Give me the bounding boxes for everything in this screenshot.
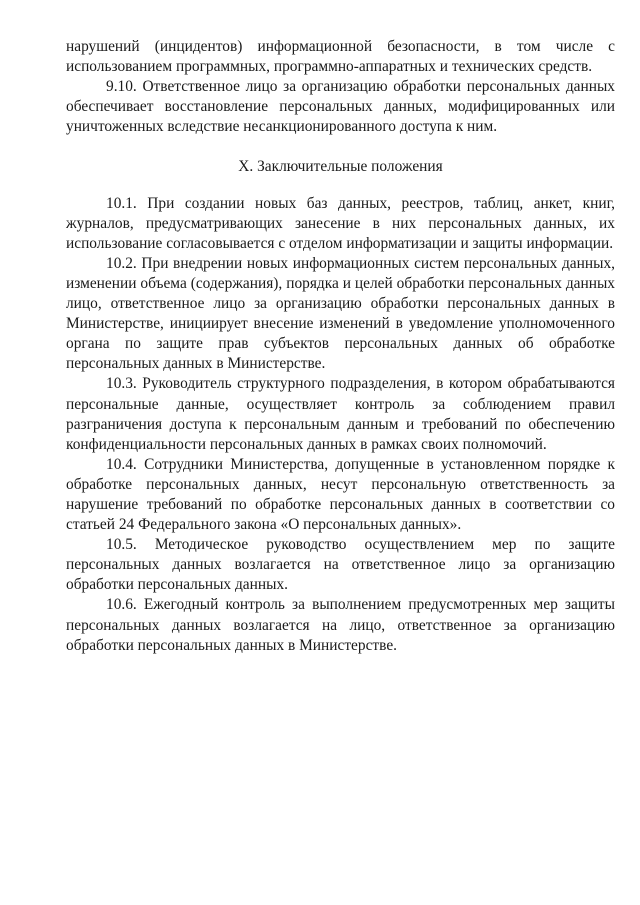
paragraph-10-6: 10.6. Ежегодный контроль за выполнением предусмотренных мер защиты персональных данных возлагается на лицо, ответственное за организацию обработки персональных данных в Министерстве.	[66, 596, 615, 654]
paragraph-10-5: 10.5. Методическое руководство осуществлением мер по защите персональных данных возлагается на ответственное лицо за организацию обработки персональных данных.	[66, 536, 615, 594]
document-body	[66, 37, 615, 656]
paragraph-9-10: 9.10. Ответственное лицо за организацию обработки персональных данных обеспечивает восстановление персональных данных, модифицированных или уничтоженных вследствие несанкционированного доступа к ним.	[66, 78, 615, 136]
paragraph-10-4: 10.4. Сотрудники Министерства, допущенные в установленном порядке к обработке персональных данных, несут персональную ответственность за нарушение требований по обработке персональных данных в соответствии со статьей 24 Федерального закона «О персональных данных».	[66, 455, 615, 534]
paragraph-10-3: 10.3. Руководитель структурного подразделения, в котором обрабатываются персональные данные, осуществляет контроль за соблюдением правил разграничения доступа к персональным данным и требований по обеспечению конфиденциальности персональных данных в рамках своих полномочий.	[66, 375, 615, 453]
paragraph-10-2: 10.2. При внедрении новых информационных систем персональных данных, изменении объема (содержания), порядка и целей обработки персональных данных лицо, ответственное лицо за организацию обработки персональных данных в Министерстве, инициирует внесение изменений в уведомление уполномоченного органа по защите прав субъектов персональных данных об обработке персональных данных в Министерстве.	[66, 254, 615, 373]
paragraph-10-1: 10.1. При создании новых баз данных, реестров, таблиц, анкет, книг, журналов, предусматривающих занесение в них персональных данных, их использование согласовывается с отделом информатизации и защиты информации.	[66, 194, 615, 252]
section-title: X. Заключительные положения	[238, 158, 443, 176]
paragraph-continuation: нарушений (инцидентов) информационной безопасности, в том числе с использованием программных, программно-аппаратных и технических средств.	[66, 38, 615, 76]
